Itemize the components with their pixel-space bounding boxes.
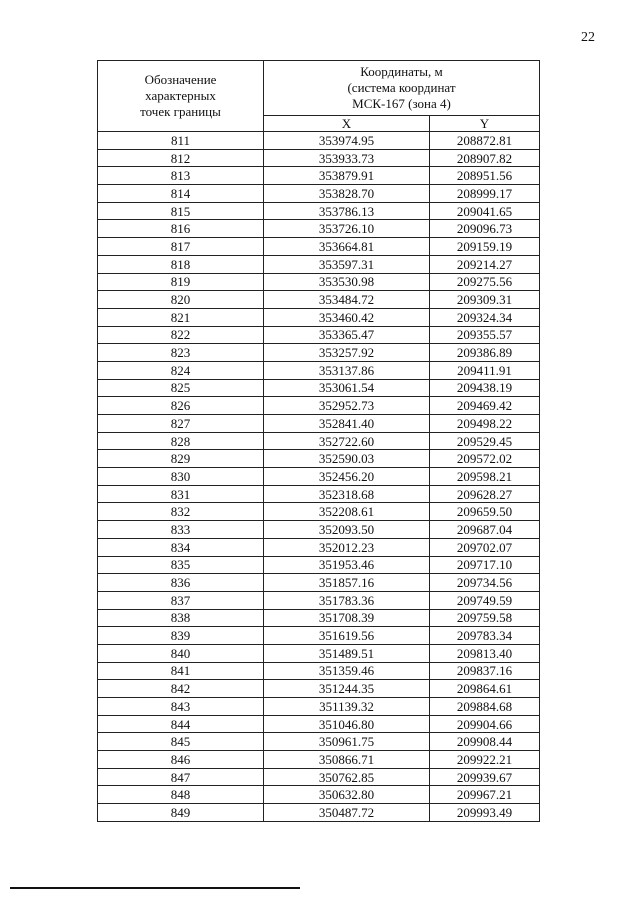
x-coordinate-cell: 353257.92 [264,344,430,362]
table-row [98,485,540,503]
x-coordinate-cell: 351139.32 [264,698,430,716]
y-coordinate-cell: 209717.10 [430,556,540,574]
y-coordinate-cell: 209159.19 [430,238,540,256]
point-number-cell: 831 [98,485,264,503]
y-coordinate-cell: 209749.59 [430,591,540,609]
x-coordinate-cell: 351857.16 [264,574,430,592]
point-number-cell: 811 [98,132,264,150]
point-number-cell: 827 [98,415,264,433]
y-coordinate-cell: 209411.91 [430,361,540,379]
x-coordinate-cell: 353879.91 [264,167,430,185]
table-row [98,149,540,167]
table-row [98,751,540,769]
point-header-line1: Обозначение [144,72,217,87]
y-coordinate-cell: 209214.27 [430,255,540,273]
table-row [98,167,540,185]
x-coordinate-cell: 351244.35 [264,680,430,698]
x-coordinate-cell: 351359.46 [264,662,430,680]
point-number-cell: 825 [98,379,264,397]
x-column-header: X [264,116,430,132]
point-number-cell: 849 [98,804,264,822]
point-number-cell: 819 [98,273,264,291]
table-row [98,644,540,662]
x-coordinate-cell: 351953.46 [264,556,430,574]
y-coordinate-cell: 209734.56 [430,574,540,592]
y-coordinate-cell: 209355.57 [430,326,540,344]
x-coordinate-cell: 352841.40 [264,415,430,433]
y-coordinate-cell: 209324.34 [430,308,540,326]
point-number-cell: 847 [98,768,264,786]
point-column-header [98,61,264,132]
coords-header-line1: Координаты, м [360,64,443,80]
point-number-cell: 842 [98,680,264,698]
x-coordinate-cell: 351708.39 [264,609,430,627]
y-coordinate-cell: 209904.66 [430,715,540,733]
y-coordinate-cell: 209702.07 [430,538,540,556]
x-coordinate-cell: 350961.75 [264,733,430,751]
table-row [98,255,540,273]
point-header-line2: характерных [145,88,216,103]
point-number-cell: 839 [98,627,264,645]
x-coordinate-cell: 352722.60 [264,432,430,450]
x-coordinate-cell: 350762.85 [264,768,430,786]
page-number: 22 [581,30,595,45]
x-coordinate-cell: 353484.72 [264,291,430,309]
coords-header-line2: (система координат [347,80,456,96]
x-coordinate-cell: 351783.36 [264,591,430,609]
point-number-cell: 812 [98,149,264,167]
x-coordinate-cell: 353530.98 [264,273,430,291]
table-row [98,202,540,220]
point-number-cell: 840 [98,644,264,662]
table-body [98,132,540,822]
y-coordinate-cell: 209687.04 [430,521,540,539]
y-coordinate-cell: 209469.42 [430,397,540,415]
table-row [98,361,540,379]
x-coordinate-cell: 353786.13 [264,202,430,220]
y-coordinate-cell: 209759.58 [430,609,540,627]
table-row [98,326,540,344]
table-row [98,715,540,733]
x-coordinate-cell: 353597.31 [264,255,430,273]
table-row [98,609,540,627]
point-number-cell: 843 [98,698,264,716]
y-coordinate-cell: 209837.16 [430,662,540,680]
x-coordinate-cell: 353137.86 [264,361,430,379]
point-number-cell: 836 [98,574,264,592]
point-number-cell: 816 [98,220,264,238]
point-number-cell: 832 [98,503,264,521]
point-number-cell: 837 [98,591,264,609]
footer-divider [10,887,300,889]
x-coordinate-cell: 352093.50 [264,521,430,539]
x-coordinate-cell: 350632.80 [264,786,430,804]
point-number-cell: 820 [98,291,264,309]
table-row [98,804,540,822]
y-coordinate-cell: 208907.82 [430,149,540,167]
y-coordinate-cell: 209529.45 [430,432,540,450]
point-number-cell: 845 [98,733,264,751]
table-row [98,132,540,150]
y-coordinate-cell: 209993.49 [430,804,540,822]
y-coordinate-cell: 209041.65 [430,202,540,220]
x-coordinate-cell: 352952.73 [264,397,430,415]
table-row [98,503,540,521]
y-coordinate-cell: 209922.21 [430,751,540,769]
table-row [98,574,540,592]
y-coordinate-cell: 209275.56 [430,273,540,291]
table-row [98,415,540,433]
y-coordinate-cell: 209813.40 [430,644,540,662]
table-row [98,291,540,309]
x-coordinate-cell: 351489.51 [264,644,430,662]
x-coordinate-cell: 353974.95 [264,132,430,150]
point-number-cell: 813 [98,167,264,185]
y-coordinate-cell: 208872.81 [430,132,540,150]
table-row [98,308,540,326]
y-coordinate-cell: 209498.22 [430,415,540,433]
y-coordinate-cell: 209908.44 [430,733,540,751]
x-coordinate-cell: 353726.10 [264,220,430,238]
x-coordinate-cell: 350866.71 [264,751,430,769]
table-row [98,468,540,486]
x-coordinate-cell: 353061.54 [264,379,430,397]
coordinates-group-header [264,61,540,116]
point-number-cell: 823 [98,344,264,362]
y-coordinate-cell: 208999.17 [430,185,540,203]
point-number-cell: 848 [98,786,264,804]
y-coordinate-cell: 209864.61 [430,680,540,698]
point-number-cell: 846 [98,751,264,769]
x-coordinate-cell: 352318.68 [264,485,430,503]
y-coordinate-cell: 209572.02 [430,450,540,468]
point-number-cell: 818 [98,255,264,273]
table-row [98,733,540,751]
y-coordinate-cell: 208951.56 [430,167,540,185]
coordinates-table [97,60,540,822]
y-coordinate-cell: 209438.19 [430,379,540,397]
y-coordinate-cell: 209659.50 [430,503,540,521]
point-number-cell: 829 [98,450,264,468]
x-coordinate-cell: 351619.56 [264,627,430,645]
point-number-cell: 826 [98,397,264,415]
table-row [98,450,540,468]
table-row [98,627,540,645]
table-row [98,591,540,609]
y-coordinate-cell: 209386.89 [430,344,540,362]
point-number-cell: 817 [98,238,264,256]
table-row [98,273,540,291]
y-column-header: Y [430,116,540,132]
y-coordinate-cell: 209628.27 [430,485,540,503]
x-coordinate-cell: 352208.61 [264,503,430,521]
x-coordinate-cell: 352590.03 [264,450,430,468]
y-coordinate-cell: 209309.31 [430,291,540,309]
point-number-cell: 822 [98,326,264,344]
point-number-cell: 815 [98,202,264,220]
x-coordinate-cell: 353933.73 [264,149,430,167]
table-row [98,538,540,556]
x-coordinate-cell: 353365.47 [264,326,430,344]
table-row [98,680,540,698]
point-number-cell: 835 [98,556,264,574]
table-row [98,397,540,415]
y-coordinate-cell: 209783.34 [430,627,540,645]
table-row [98,220,540,238]
x-coordinate-cell: 353828.70 [264,185,430,203]
coords-header-line3: МСК-167 (зона 4) [352,96,451,112]
x-coordinate-cell: 353460.42 [264,308,430,326]
table-row [98,521,540,539]
x-coordinate-cell: 353664.81 [264,238,430,256]
point-number-cell: 824 [98,361,264,379]
table-row [98,662,540,680]
point-number-cell: 814 [98,185,264,203]
table-row [98,432,540,450]
x-coordinate-cell: 352456.20 [264,468,430,486]
table-row [98,238,540,256]
point-number-cell: 828 [98,432,264,450]
point-number-cell: 841 [98,662,264,680]
point-number-cell: 830 [98,468,264,486]
x-coordinate-cell: 351046.80 [264,715,430,733]
point-number-cell: 821 [98,308,264,326]
table-row [98,379,540,397]
y-coordinate-cell: 209939.67 [430,768,540,786]
point-number-cell: 834 [98,538,264,556]
table-row [98,185,540,203]
table-row [98,344,540,362]
y-coordinate-cell: 209884.68 [430,698,540,716]
point-header-line3: точек границы [140,104,221,119]
table-header [98,61,540,132]
y-coordinate-cell: 209967.21 [430,786,540,804]
x-coordinate-cell: 352012.23 [264,538,430,556]
table-row [98,698,540,716]
point-number-cell: 833 [98,521,264,539]
point-number-cell: 838 [98,609,264,627]
table-row [98,786,540,804]
y-coordinate-cell: 209096.73 [430,220,540,238]
y-coordinate-cell: 209598.21 [430,468,540,486]
table-row [98,556,540,574]
point-number-cell: 844 [98,715,264,733]
x-coordinate-cell: 350487.72 [264,804,430,822]
table-row [98,768,540,786]
